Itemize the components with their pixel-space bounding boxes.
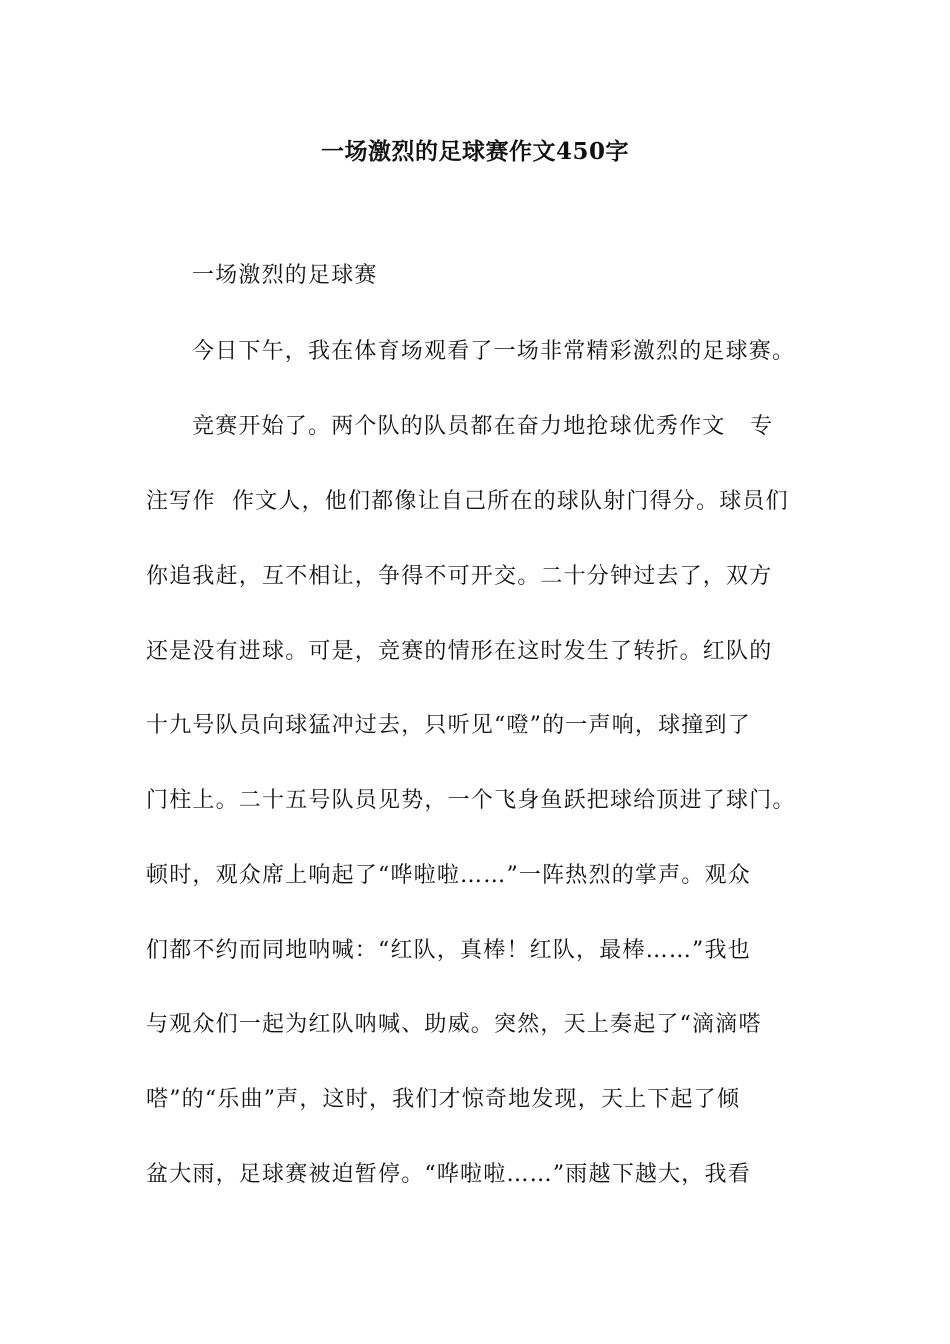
paragraph-line: 注写作 作文人，他们都像让自己所在的球队射门得分。球员们 — [146, 489, 789, 514]
paragraph-line: 门柱上。二十五号队员见势，一个飞身鱼跃把球给顶进了球门。 — [146, 788, 796, 813]
paragraph-line: 与观众们一起为红队呐喊、助威。突然，天上奏起了“滴滴嗒 — [146, 1012, 762, 1037]
essay-subtitle: 一场激烈的足球赛 — [192, 263, 378, 288]
paragraph-line: 盆大雨，足球赛被迫暂停。“哗啦啦……”雨越下越大，我看 — [146, 1162, 751, 1187]
paragraph-line: 十九号队员向球猛冲过去，只听见“噔”的一声响，球撞到了 — [146, 713, 751, 738]
paragraph-line: 顿时，观众席上响起了“哗啦啦……”一阵热烈的掌声。观众 — [146, 863, 751, 888]
document-title: 一场激烈的足球赛作文450字 — [320, 138, 629, 165]
paragraph-line: 竞赛开始了。两个队的队员都在奋力地抢球优秀作文 专 — [192, 414, 774, 439]
paragraph-line: 今日下午，我在体育场观看了一场非常精彩激烈的足球赛。 — [192, 339, 796, 364]
paragraph-line: 你追我赶，互不相让，争得不可开交。二十分钟过去了，双方 — [146, 564, 773, 589]
paragraph-line: 嗒”的“乐曲”声，这时，我们才惊奇地发现，天上下起了倾 — [146, 1087, 741, 1112]
paragraph-line: 还是没有进球。可是，竞赛的情形在这时发生了转折。红队的 — [146, 639, 773, 664]
paragraph-line: 们都不约而同地呐喊：“红队，真棒！红队，最棒……”我也 — [146, 938, 751, 963]
